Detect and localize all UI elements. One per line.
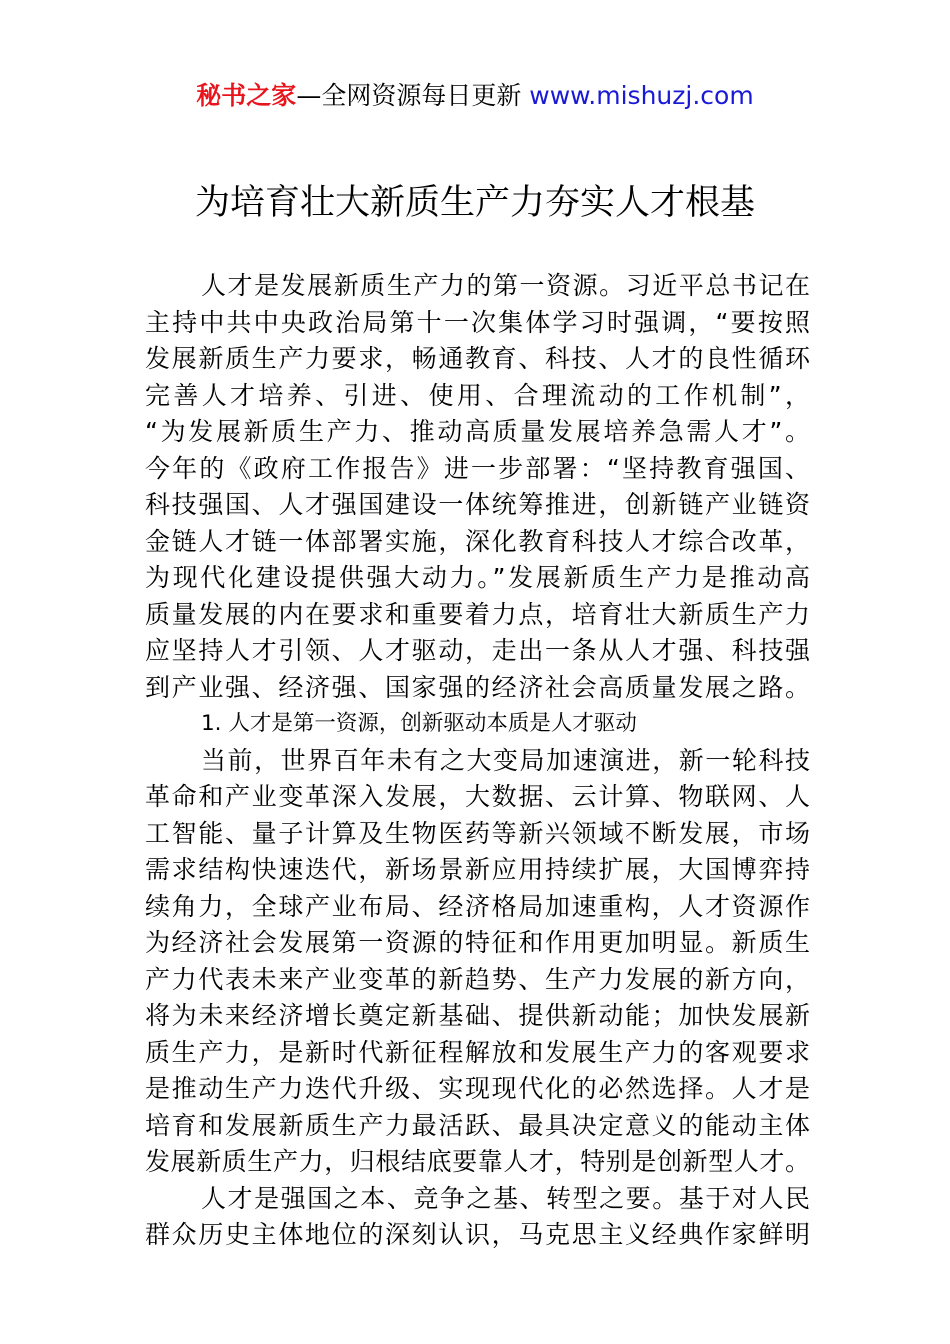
site-tagline: —全网资源每日更新 xyxy=(296,81,530,110)
text-line: 质生产力，是新时代新征程解放和发展生产力的客观要求 xyxy=(145,1037,810,1067)
text-line: 续角力，全球产业布局、经济格局加速重构，人才资源作 xyxy=(145,891,810,921)
text-line: 需求结构快速迭代，新场景新应用持续扩展，大国博弈持 xyxy=(145,855,810,884)
site-header xyxy=(0,78,950,114)
text-line: 人才是强国之本、竞争之基、转型之要。基于对人民 xyxy=(201,1183,810,1213)
site-url-link[interactable]: www.mishuzj.com xyxy=(529,81,754,110)
text-line: 质量发展的内在要求和重要着力点，培育壮大新质生产力 xyxy=(145,599,810,629)
text-line: 产力代表未来产业变革的新趋势、生产力发展的新方向， xyxy=(145,964,810,994)
section-heading: 1. 人才是第一资源，创新驱动本质是人才驱动 xyxy=(201,711,637,736)
text-line: 当前，世界百年未有之大变局加速演进，新一轮科技 xyxy=(201,745,810,775)
text-line: 今年的《政府工作报告》进一步部署：“坚持教育强国、 xyxy=(145,453,810,483)
text-line: 金链人才链一体部署实施，深化教育科技人才综合改革， xyxy=(145,526,810,556)
text-line: 培育和发展新质生产力最活跃、最具决定意义的能动主体 xyxy=(145,1110,810,1140)
text-line: 革命和产业变革深入发展，大数据、云计算、物联网、人 xyxy=(145,782,810,811)
text-line: 为现代化建设提供强大动力。”发展新质生产力是推动高 xyxy=(145,563,810,592)
text-line: 完善人才培养、引进、使用、合理流动的工作机制”， xyxy=(145,380,810,410)
text-line: “为发展新质生产力、推动高质量发展培养急需人才”。 xyxy=(145,417,810,446)
text-line: 将为未来经济增长奠定新基础、提供新动能；加快发展新 xyxy=(145,1001,810,1030)
text-line: 群众历史主体地位的深刻认识，马克思主义经典作家鲜明 xyxy=(145,1220,810,1249)
text-line: 为经济社会发展第一资源的特征和作用更加明显。新质生 xyxy=(145,928,810,957)
text-line: 到产业强、经济强、国家强的经济社会高质量发展之路。 xyxy=(145,672,810,702)
text-line: 人才是发展新质生产力的第一资源。习近平总书记在 xyxy=(201,271,810,300)
text-line: 发展新质生产力要求，畅通教育、科技、人才的良性循环 xyxy=(145,344,810,373)
text-line: 是推动生产力迭代升级、实现现代化的必然选择。人才是 xyxy=(145,1074,810,1103)
document-title: 为培育壮大新质生产力夯实人才根基 xyxy=(194,183,755,223)
text-line: 工智能、量子计算及生物医药等新兴领域不断发展，市场 xyxy=(145,818,810,848)
document-body xyxy=(145,268,810,1254)
text-line: 发展新质生产力，归根结底要靠人才，特别是创新型人才。 xyxy=(145,1147,810,1176)
text-line: 主持中共中央政治局第十一次集体学习时强调，“要按照 xyxy=(145,307,810,337)
text-line: 应坚持人才引领、人才驱动，走出一条从人才强、科技强 xyxy=(145,636,810,665)
text-line: 科技强国、人才强国建设一体统筹推进，创新链产业链资 xyxy=(145,490,810,519)
site-brand: 秘书之家 xyxy=(196,81,297,110)
